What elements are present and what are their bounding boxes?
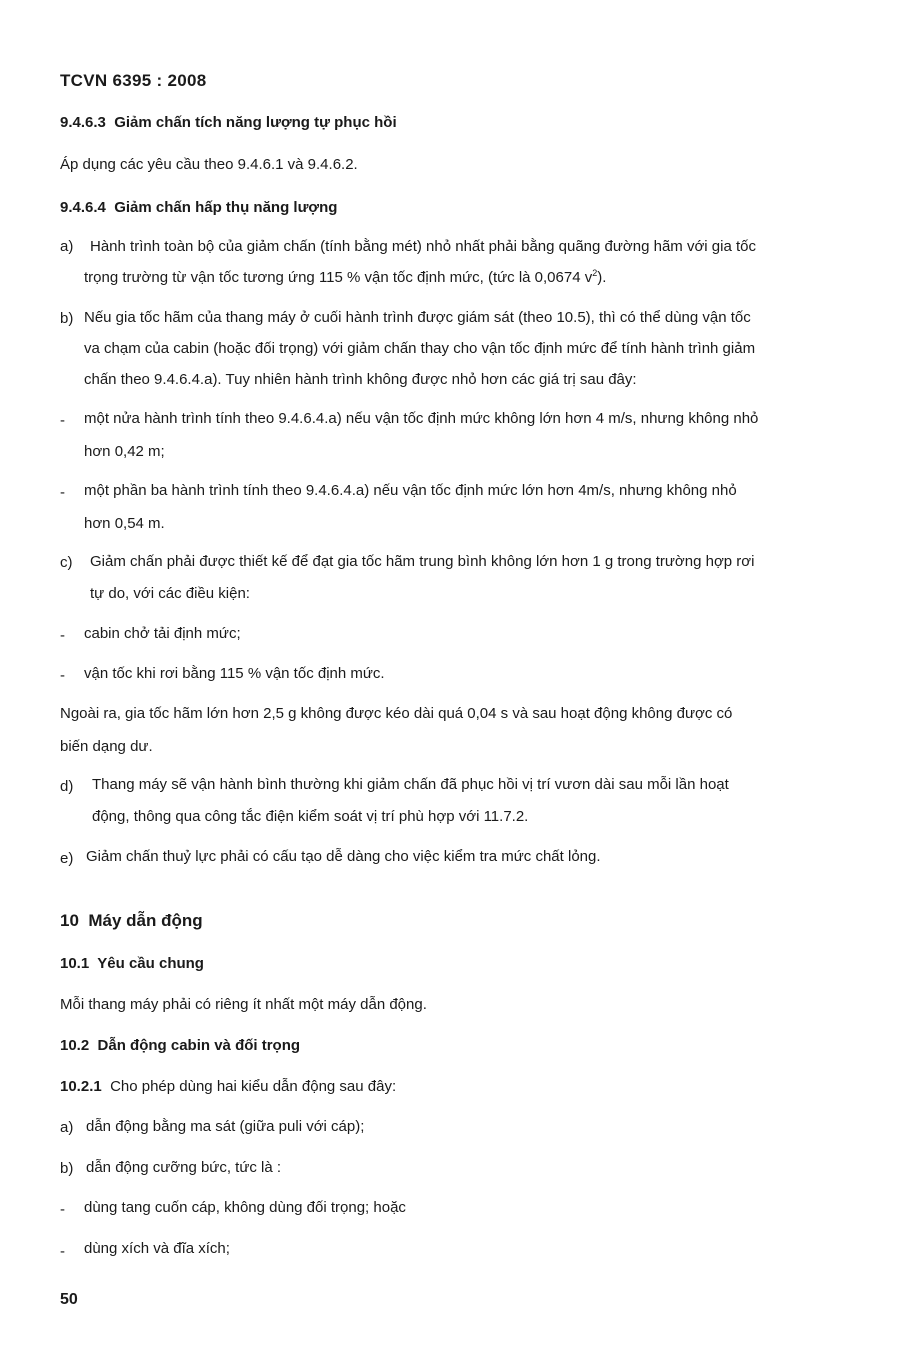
section-1021-item-a: dẫn động bằng ma sát (giữa puli với cáp); [86, 1118, 365, 1135]
dash-2-line1: một phần ba hành trình tính theo 9.4.6.4.a) nếu vận tốc định mức lớn hơn 4m/s, nhưng không nhỏ [84, 482, 737, 499]
standard-code: TCVN 6395 : 2008 [60, 71, 207, 90]
section-1021-dash-2: dùng xích và đĩa xích; [84, 1240, 230, 1257]
section-title: Yêu cầu chung [97, 955, 204, 972]
section-number: 10.2.1 [60, 1078, 102, 1095]
item-a-line2: trọng trường từ vận tốc tương ứng 115 % vận tốc định mức, (tức là 0,0674 $v^2$). [84, 268, 607, 286]
item-d-line1: Thang máy sẽ vận hành bình thường khi giảm chấn đã phục hồi vị trí vươn dài sau mỗi lần hoạt [92, 776, 729, 793]
paragraph-line2: biến dạng dư. [60, 738, 153, 755]
section-number: 10.1 [60, 955, 90, 972]
section-1021-dash-1: dùng tang cuốn cáp, không dùng đối trọng; hoặc [84, 1199, 406, 1216]
item-b-label: b) [60, 310, 74, 327]
dash-4-line1: vận tốc khi rơi bằng 115 % vận tốc định mức. [84, 665, 385, 682]
item-b-line2: va chạm của cabin (hoặc đối trọng) với giảm chấn thay cho vận tốc định mức để tính hành trình giảm [84, 340, 756, 357]
section-9463-heading [60, 113, 397, 133]
section-number: 10 [60, 911, 79, 930]
item-b-line3: chấn theo 9.4.6.4.a). Tuy nhiên hành trình không được nhỏ hơn các giá trị sau đây: [84, 371, 637, 388]
dash-marker: - [60, 667, 65, 684]
section-1021-item-b: dẫn động cưỡng bức, tức là : [86, 1159, 282, 1176]
section-101-text: Mỗi thang máy phải có riêng ít nhất một máy dẫn động. [60, 996, 427, 1013]
dash-1-line2: hơn 0,42 m; [84, 443, 165, 460]
item-a-label: a) [60, 1119, 74, 1136]
section-102-heading [60, 1036, 300, 1056]
section-9463-text: Áp dụng các yêu cầu theo 9.4.6.1 và 9.4.6.2. [60, 156, 358, 173]
section-title: Giảm chấn tích năng lượng tự phục hồi [114, 114, 397, 131]
section-number: 9.4.6.4 [60, 199, 106, 216]
dash-3-line1: cabin chở tải định mức; [84, 625, 241, 642]
section-101-heading [60, 954, 204, 974]
item-d-label: d) [60, 778, 74, 795]
item-a-label: a) [60, 238, 74, 255]
dash-marker: - [60, 627, 65, 644]
item-e-label: e) [60, 850, 74, 867]
dash-marker: - [60, 412, 65, 429]
paragraph-line1: Ngoài ra, gia tốc hãm lớn hơn 2,5 g không được kéo dài quá 0,04 s và sau hoạt động không được có [60, 705, 733, 722]
section-title: Máy dẫn động [88, 911, 203, 930]
item-e-line1: Giảm chấn thuỷ lực phải có cấu tạo dễ dàng cho việc kiểm tra mức chất lỏng. [86, 848, 601, 865]
dash-marker: - [60, 1243, 65, 1260]
item-c-line2: tự do, với các điều kiện: [90, 585, 250, 602]
section-title: Dẫn động cabin và đối trọng [97, 1037, 301, 1054]
section-number: 9.4.6.3 [60, 114, 106, 131]
dash-marker: - [60, 1201, 65, 1218]
section-number: 10.2 [60, 1037, 90, 1054]
page-number: 50 [60, 1291, 78, 1308]
item-d-line2: động, thông qua công tắc điện kiểm soát vị trí phù hợp với 11.7.2. [92, 808, 529, 825]
section-9464-heading [60, 198, 337, 218]
item-b-line1: Nếu gia tốc hãm của thang máy ở cuối hành trình được giám sát (theo 10.5), thì có thể dùng vận tốc [84, 309, 751, 326]
section-10-heading [60, 910, 203, 932]
item-b-label: b) [60, 1160, 74, 1177]
section-1021-text: Cho phép dùng hai kiểu dẫn động sau đây: [110, 1078, 397, 1095]
item-c-label: c) [60, 554, 73, 571]
dash-1-line1: một nửa hành trình tính theo 9.4.6.4.a) nếu vận tốc định mức không lớn hơn 4 m/s, nhưng không nhỏ [84, 410, 759, 427]
dash-2-line2: hơn 0,54 m. [84, 515, 165, 532]
item-c-line1: Giảm chấn phải được thiết kế để đạt gia tốc hãm trung bình không lớn hơn 1 g trong trường hợp rơi [90, 553, 755, 570]
dash-marker: - [60, 484, 65, 501]
section-title: Giảm chấn hấp thụ năng lượng [114, 199, 338, 216]
section-1021-line [60, 1077, 396, 1097]
item-a-line1: Hành trình toàn bộ của giảm chấn (tính bằng mét) nhỏ nhất phải bằng quãng đường hãm với gia tốc [90, 238, 756, 255]
